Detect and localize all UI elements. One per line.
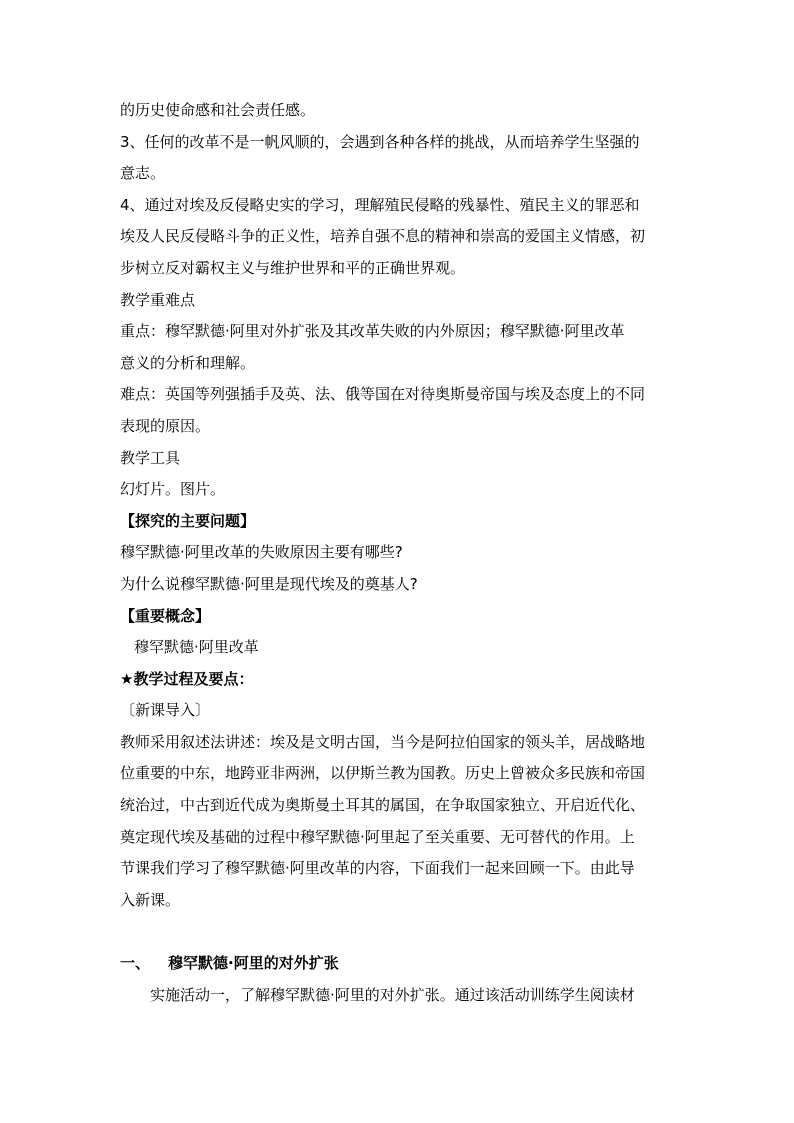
text-line: 节课我们学习了穆罕默德·阿里改革的内容，下面我们一起来回顾一下。由此导: [120, 859, 635, 878]
text-line: 步树立反对霸权主义与维护世界和平的正确世界观。: [120, 258, 466, 277]
heading-key-concepts: 【重要概念】: [120, 606, 211, 625]
text-line: 统治过，中古到近代成为奥斯曼土耳其的属国，在争取国家独立、开启近代化、: [120, 796, 646, 815]
heading-teaching-process: ★教学过程及要点：: [120, 669, 254, 688]
text-line: 入新课。: [120, 890, 181, 909]
text-line: 位重要的中东，地跨亚非两洲，以伊斯兰教为国教。历史上曾被众多民族和帝国: [120, 764, 646, 783]
text-line: 难点：英国等列强插手及英、法、俄等国在对待奥斯曼帝国与埃及态度上的不同: [120, 385, 646, 404]
text-line: 穆罕默德·阿里改革: [134, 638, 259, 657]
section-title: 穆罕默德·阿里的对外扩张: [168, 954, 339, 973]
text-line: 穆罕默德·阿里改革的失败原因主要有哪些?: [120, 543, 403, 562]
section-heading: [120, 948, 680, 980]
heading-teaching-tools: 教学工具: [120, 448, 181, 467]
text-line: 表现的原因。: [120, 416, 211, 435]
heading-teaching-focus: 教学重难点: [120, 290, 196, 309]
text-line: 4、通过对埃及反侵略史实的学习，理解殖民侵略的残暴性、殖民主义的罪恶和: [120, 195, 640, 214]
text-line: 教师采用叙述法讲述：埃及是文明古国，当今是阿拉伯国家的领头羊，居战略地: [120, 732, 646, 751]
text-line: 意义的分析和理解。: [120, 353, 256, 372]
text-line: 意志。: [120, 164, 166, 183]
text-line: 重点：穆罕默德·阿里对外扩张及其改革失败的内外原因；穆罕默德·阿里改革: [120, 322, 625, 341]
section-number: 一、: [120, 954, 151, 973]
text-line: 3、任何的改革不是一帆风顺的，会遇到各种各样的挑战，从而培养学生坚强的: [120, 132, 640, 151]
text-line: 奠定现代埃及基础的过程中穆罕默德·阿里起了至关重要、无可替代的作用。上: [120, 827, 635, 846]
document-body: [120, 95, 680, 1011]
text-line: 埃及人民反侵略斗争的正义性，培养自强不息的精神和崇高的爱国主义情感，初: [120, 227, 646, 246]
blank-line: [120, 916, 680, 948]
heading-new-lesson-intro: 〔新课导入〕: [120, 701, 211, 720]
text-line: 实施活动一，了解穆罕默德·阿里的对外扩张。通过该活动训练学生阅读材: [150, 985, 635, 1004]
text-line: 的历史使命感和社会责任感。: [120, 101, 316, 119]
heading-main-questions: 【探究的主要问题】: [120, 511, 256, 530]
text-line: 幻灯片。图片。: [120, 480, 226, 499]
text-line: 为什么说穆罕默德·阿里是现代埃及的奠基人?: [120, 574, 418, 593]
